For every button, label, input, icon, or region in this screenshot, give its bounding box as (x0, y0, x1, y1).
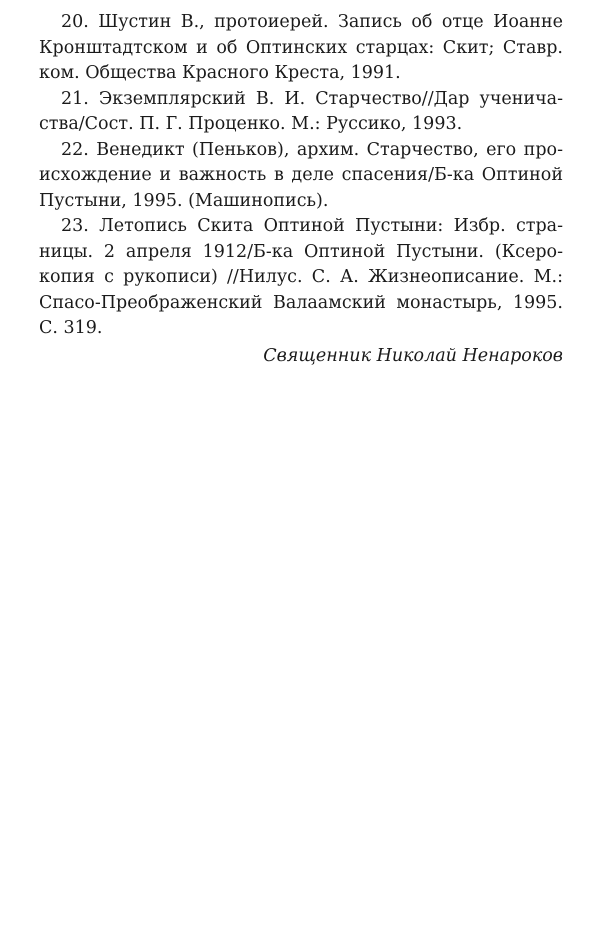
bibliography-entry-20 (39, 10, 563, 87)
entry-line: ницы. 2 апреля 1912/Б-ка Оптиной Пустыни. (Ксеро- (39, 241, 563, 262)
entry-line: 21. Экземплярский В. И. Старчество//Дар ученича- (61, 88, 563, 109)
entry-line: 23. Летопись Скита Оптиной Пустыни: Избр. стра- (61, 216, 563, 236)
bibliography-entry-21 (39, 87, 563, 138)
bibliography-entry-23 (39, 214, 563, 342)
entry-line: ком. Общества Красного Креста, 1991. (39, 63, 401, 83)
entry-line: Пустыни, 1995. (Машинопись). (39, 190, 329, 211)
entry-line: исхождение и важность в деле спасения/Б-ка Оптиной (39, 165, 563, 185)
entry-line: копия с рукописи) //Нилус. С. А. Жизнеописание. М.: (39, 267, 563, 287)
entry-line: Спасо-Преображенский Валаамский монастырь, 1995. (39, 292, 563, 313)
entry-line: С. 319. (39, 318, 103, 338)
author-signature: Священник Николай Ненароков (263, 345, 563, 366)
entry-line: 22. Венедикт (Пеньков), архим. Старчество, его про- (61, 139, 563, 160)
document-page (39, 10, 563, 369)
bibliography-entry-22 (39, 138, 563, 215)
entry-line: ства/Сост. П. Г. Проценко. М.: Руссико, 1993. (39, 114, 463, 134)
entry-line: 20. Шустин В., протоиерей. Запись об отце Иоанне (61, 12, 563, 32)
entry-line: Кронштадтском и об Оптинских старцах: Скит; Ставр. (39, 37, 563, 58)
